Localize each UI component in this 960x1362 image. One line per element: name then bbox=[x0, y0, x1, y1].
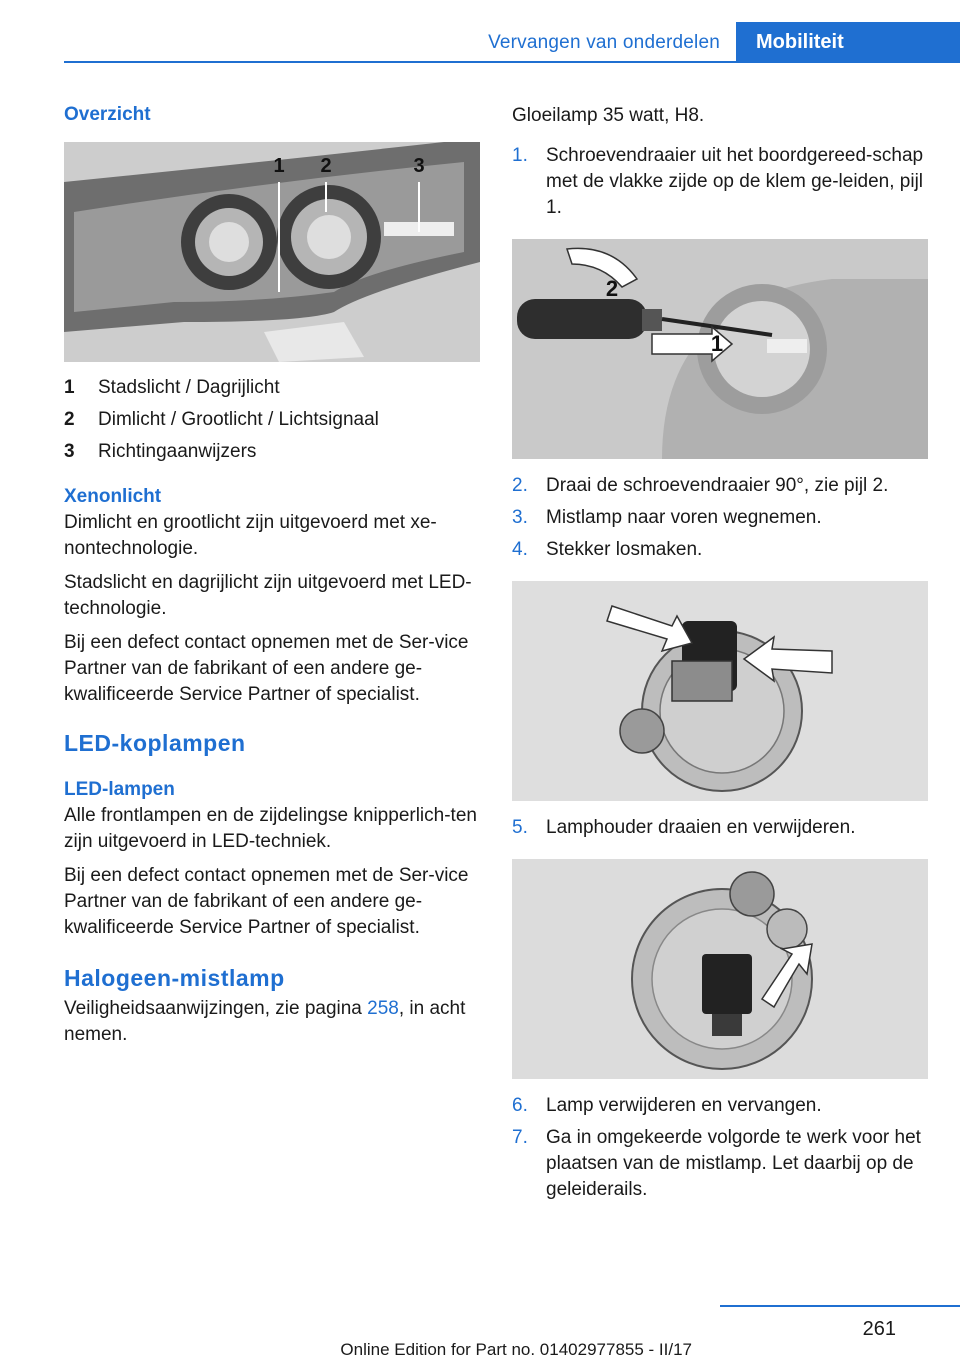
legend-number: 3 bbox=[64, 441, 75, 462]
header-rule bbox=[64, 61, 960, 63]
step-item bbox=[512, 505, 928, 531]
legend-number: 2 bbox=[64, 409, 75, 430]
steps-2-4 bbox=[512, 473, 928, 563]
step-number: 7. bbox=[512, 1127, 528, 1148]
step-number: 3. bbox=[512, 507, 528, 528]
connector-illustration bbox=[512, 581, 928, 801]
connector-figure bbox=[512, 581, 928, 801]
holder-illustration bbox=[512, 859, 928, 1079]
step-text: Lamphouder draaien en verwijderen. bbox=[546, 817, 856, 838]
screwdriver-illustration bbox=[512, 239, 928, 459]
step-item bbox=[512, 1125, 928, 1203]
figure-label-1: 1 bbox=[273, 155, 285, 177]
step-item bbox=[512, 815, 928, 841]
legend-item bbox=[64, 404, 480, 436]
right-column bbox=[512, 100, 928, 1203]
xenon-paragraph-2: Stadslicht en dagrijlicht zijn uitgevoerd met LED-technologie. bbox=[64, 572, 472, 619]
step-text: Draai de schroevendraaier 90°, zie pijl 2. bbox=[546, 475, 889, 496]
header-section-title: Vervangen van onderdelen bbox=[488, 32, 720, 53]
step-item bbox=[512, 1093, 928, 1119]
headlight-figure bbox=[64, 142, 480, 362]
step-number: 2. bbox=[512, 475, 528, 496]
bulb-spec: Gloeilamp 35 watt, H8. bbox=[512, 105, 705, 126]
step-text: Ga in omgekeerde volgorde te werk voor het plaatsen van de mistlamp. Let daarbij op de geleiderails. bbox=[546, 1127, 921, 1200]
page-reference-link[interactable]: 258 bbox=[367, 998, 399, 1019]
fog-text-post: , in acht nemen. bbox=[64, 998, 466, 1045]
led-lamps-subheading: LED-lampen bbox=[64, 779, 175, 800]
figure-label-3: 3 bbox=[413, 155, 425, 177]
legend-item bbox=[64, 372, 480, 404]
led-headlights-heading: LED-koplampen bbox=[64, 730, 246, 756]
step-item bbox=[512, 473, 928, 499]
legend-text: Stadslicht / Dagrijlicht bbox=[98, 377, 280, 398]
steps-6-7 bbox=[512, 1093, 928, 1203]
step-number: 6. bbox=[512, 1095, 528, 1116]
header-chapter-tab bbox=[736, 22, 960, 63]
legend-list bbox=[64, 372, 480, 468]
screwdriver-arrow-label-1: 1 bbox=[710, 331, 724, 356]
legend-text: Dimlicht / Grootlicht / Lichtsignaal bbox=[98, 409, 379, 430]
step-item bbox=[512, 537, 928, 563]
step-number: 5. bbox=[512, 817, 528, 838]
step-item bbox=[512, 143, 928, 221]
xenon-paragraph-3: Bij een defect contact opnemen met de Ser-vice Partner van de fabrikant of een andere ge-kwalificeerde Service Partner of specialist. bbox=[64, 632, 469, 705]
overview-title: Overzicht bbox=[64, 104, 151, 125]
xenon-title: Xenonlicht bbox=[64, 486, 162, 507]
footer-rule bbox=[720, 1305, 960, 1307]
screwdriver-figure bbox=[512, 239, 928, 459]
screwdriver-arrow-label-2: 2 bbox=[605, 276, 619, 301]
step-number: 1. bbox=[512, 145, 528, 166]
header-chapter-label: Mobiliteit bbox=[756, 31, 844, 53]
step-text: Lamp verwijderen en vervangen. bbox=[546, 1095, 822, 1116]
led-paragraph-2: Bij een defect contact opnemen met de Ser-vice Partner van de fabrikant of een andere ge-kwalificeerde Service Partner of specialist. bbox=[64, 865, 469, 938]
led-paragraph-1: Alle frontlampen en de zijdelingse knipperlich-ten zijn uitgevoerd in LED-techniek. bbox=[64, 805, 477, 852]
page-number: 261 bbox=[862, 1318, 896, 1340]
legend-number: 1 bbox=[64, 377, 75, 398]
holder-figure bbox=[512, 859, 928, 1079]
fog-text-pre: Veiligheidsaanwijzingen, zie pagina bbox=[64, 998, 368, 1019]
legend-item bbox=[64, 436, 480, 468]
edition-text: Online Edition for Part no. 01402977855 - II/17 bbox=[340, 1340, 692, 1359]
legend-text: Richtingaanwijzers bbox=[98, 441, 257, 462]
xenon-paragraph-1: Dimlicht en grootlicht zijn uitgevoerd met xe-nontechnologie. bbox=[64, 512, 437, 559]
step-text: Mistlamp naar voren wegnemen. bbox=[546, 507, 822, 528]
step-number: 4. bbox=[512, 539, 528, 560]
step-text: Schroevendraaier uit het boordgereed-schap met de vlakke zijde op de klem ge-leiden, pijl 1. bbox=[546, 145, 924, 218]
fog-paragraph bbox=[64, 996, 480, 1048]
step-text: Stekker losmaken. bbox=[546, 539, 703, 560]
fog-lamp-heading: Halogeen-mistlamp bbox=[64, 965, 285, 991]
left-column bbox=[64, 100, 480, 1048]
figure-label-2: 2 bbox=[320, 155, 332, 177]
headlight-illustration bbox=[64, 142, 480, 362]
